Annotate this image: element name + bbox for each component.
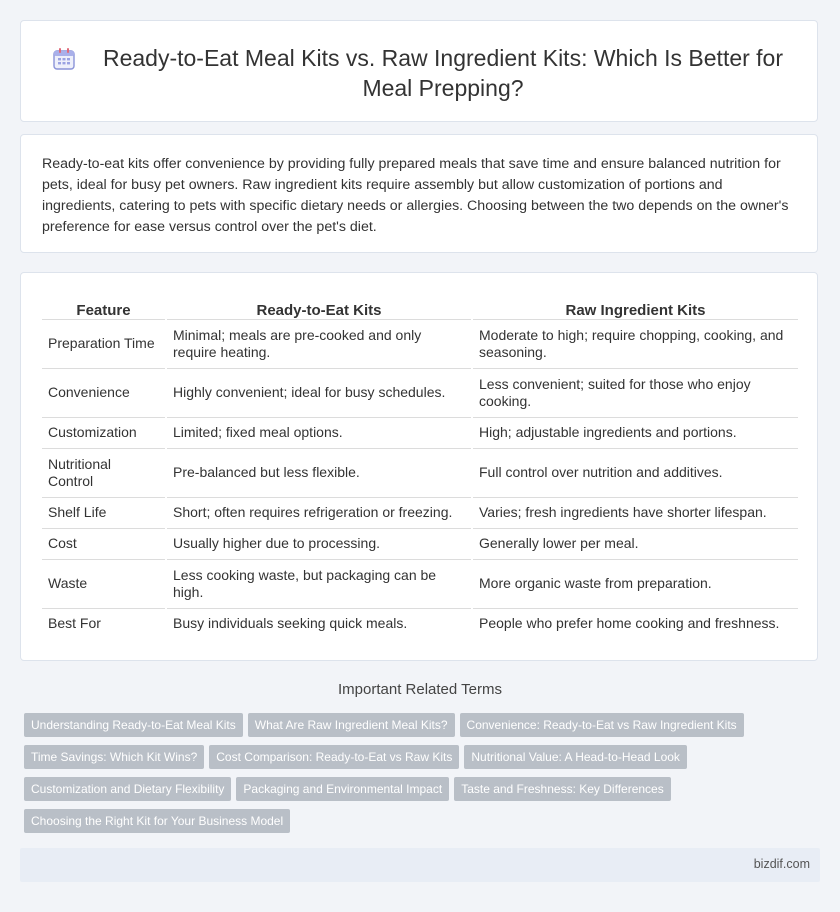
raw-cell: Moderate to high; require chopping, cooking, and seasoning.: [472, 320, 798, 369]
table-row: [42, 369, 798, 418]
footer-site-link[interactable]: bizdif.com: [753, 857, 810, 871]
ready-cell: Limited; fixed meal options.: [166, 418, 472, 449]
feature-cell: Best For: [48, 615, 101, 632]
comparison-card: [20, 272, 818, 661]
ready-cell: Less cooking waste, but packaging can be high.: [166, 560, 472, 609]
ready-cell: Highly convenient; ideal for busy schedules.: [166, 369, 472, 418]
table-row: [42, 320, 798, 369]
table-row: [42, 449, 798, 498]
ready-cell: Pre-balanced but less flexible.: [166, 449, 472, 498]
related-term-tag[interactable]: Taste and Freshness: Key Differences: [454, 777, 671, 801]
related-term-tag[interactable]: Packaging and Environmental Impact: [236, 777, 449, 801]
raw-cell: Generally lower per meal.: [472, 529, 798, 560]
related-term-tag[interactable]: Customization and Dietary Flexibility: [24, 777, 231, 801]
related-term-tag[interactable]: Understanding Ready-to-Eat Meal Kits: [24, 713, 243, 737]
feature-cell: Customization: [42, 418, 166, 449]
header-raw-ingredient: Raw Ingredient Kits: [472, 295, 798, 320]
raw-cell: Full control over nutrition and additives.: [472, 449, 798, 498]
related-term-tag[interactable]: Convenience: Ready-to-Eat vs Raw Ingredient Kits: [460, 713, 744, 737]
feature-cell: Shelf Life: [42, 498, 166, 529]
ready-cell: Minimal; meals are pre-cooked and only require heating.: [166, 320, 472, 369]
table-row: [42, 560, 798, 609]
footer-bar: [20, 848, 820, 882]
raw-cell: Less convenient; suited for those who enjoy cooking.: [472, 369, 798, 418]
raw-cell: Varies; fresh ingredients have shorter lifespan.: [472, 498, 798, 529]
table-row: [42, 609, 798, 640]
feature-cell: Preparation Time: [42, 320, 166, 369]
intro-text: Ready-to-eat kits offer convenience by providing fully prepared meals that save time and ensure balanced nutrition for pets, ideal for busy pet owners. Raw ingredient kits require assembly but allow customization of portions and ingredients, catering to pets with specific dietary needs or allergies. Choosing between the two depends on the owner's preference for ease versus control over the pet's diet.: [42, 156, 789, 235]
header-feature: Feature: [42, 295, 166, 320]
table-header-row: [42, 295, 798, 320]
feature-cell: Nutritional Control: [42, 449, 166, 498]
related-term-tag[interactable]: Choosing the Right Kit for Your Business Model: [24, 809, 290, 833]
ready-cell: Usually higher due to processing.: [166, 529, 472, 560]
related-terms-list: [24, 713, 814, 841]
table-row: [42, 498, 798, 529]
header-ready-to-eat: Ready-to-Eat Kits: [166, 295, 472, 320]
page-title: Ready-to-Eat Meal Kits vs. Raw Ingredient Kits: Which Is Better for Meal Prepping?: [102, 45, 784, 101]
table-row: [42, 529, 798, 560]
feature-cell: Waste: [42, 560, 166, 609]
ready-cell: Busy individuals seeking quick meals.: [166, 609, 472, 640]
calendar-icon: [51, 46, 77, 72]
ready-cell: Short; often requires refrigeration or freezing.: [166, 498, 472, 529]
table-row: [42, 418, 798, 449]
related-term-tag[interactable]: Time Savings: Which Kit Wins?: [24, 745, 204, 769]
raw-cell: More organic waste from preparation.: [472, 560, 798, 609]
feature-cell: Cost: [42, 529, 166, 560]
raw-cell: High; adjustable ingredients and portions.: [472, 418, 798, 449]
related-terms-title: Important Related Terms: [338, 681, 502, 698]
related-term-tag[interactable]: Cost Comparison: Ready-to-Eat vs Raw Kits: [209, 745, 459, 769]
related-term-tag[interactable]: What Are Raw Ingredient Meal Kits?: [248, 713, 455, 737]
header-card: [20, 20, 818, 122]
raw-cell: People who prefer home cooking and freshness.: [472, 609, 798, 640]
intro-card: [20, 134, 818, 253]
related-term-tag[interactable]: Nutritional Value: A Head-to-Head Look: [464, 745, 687, 769]
feature-cell: Convenience: [42, 369, 166, 418]
comparison-table: [42, 295, 798, 639]
